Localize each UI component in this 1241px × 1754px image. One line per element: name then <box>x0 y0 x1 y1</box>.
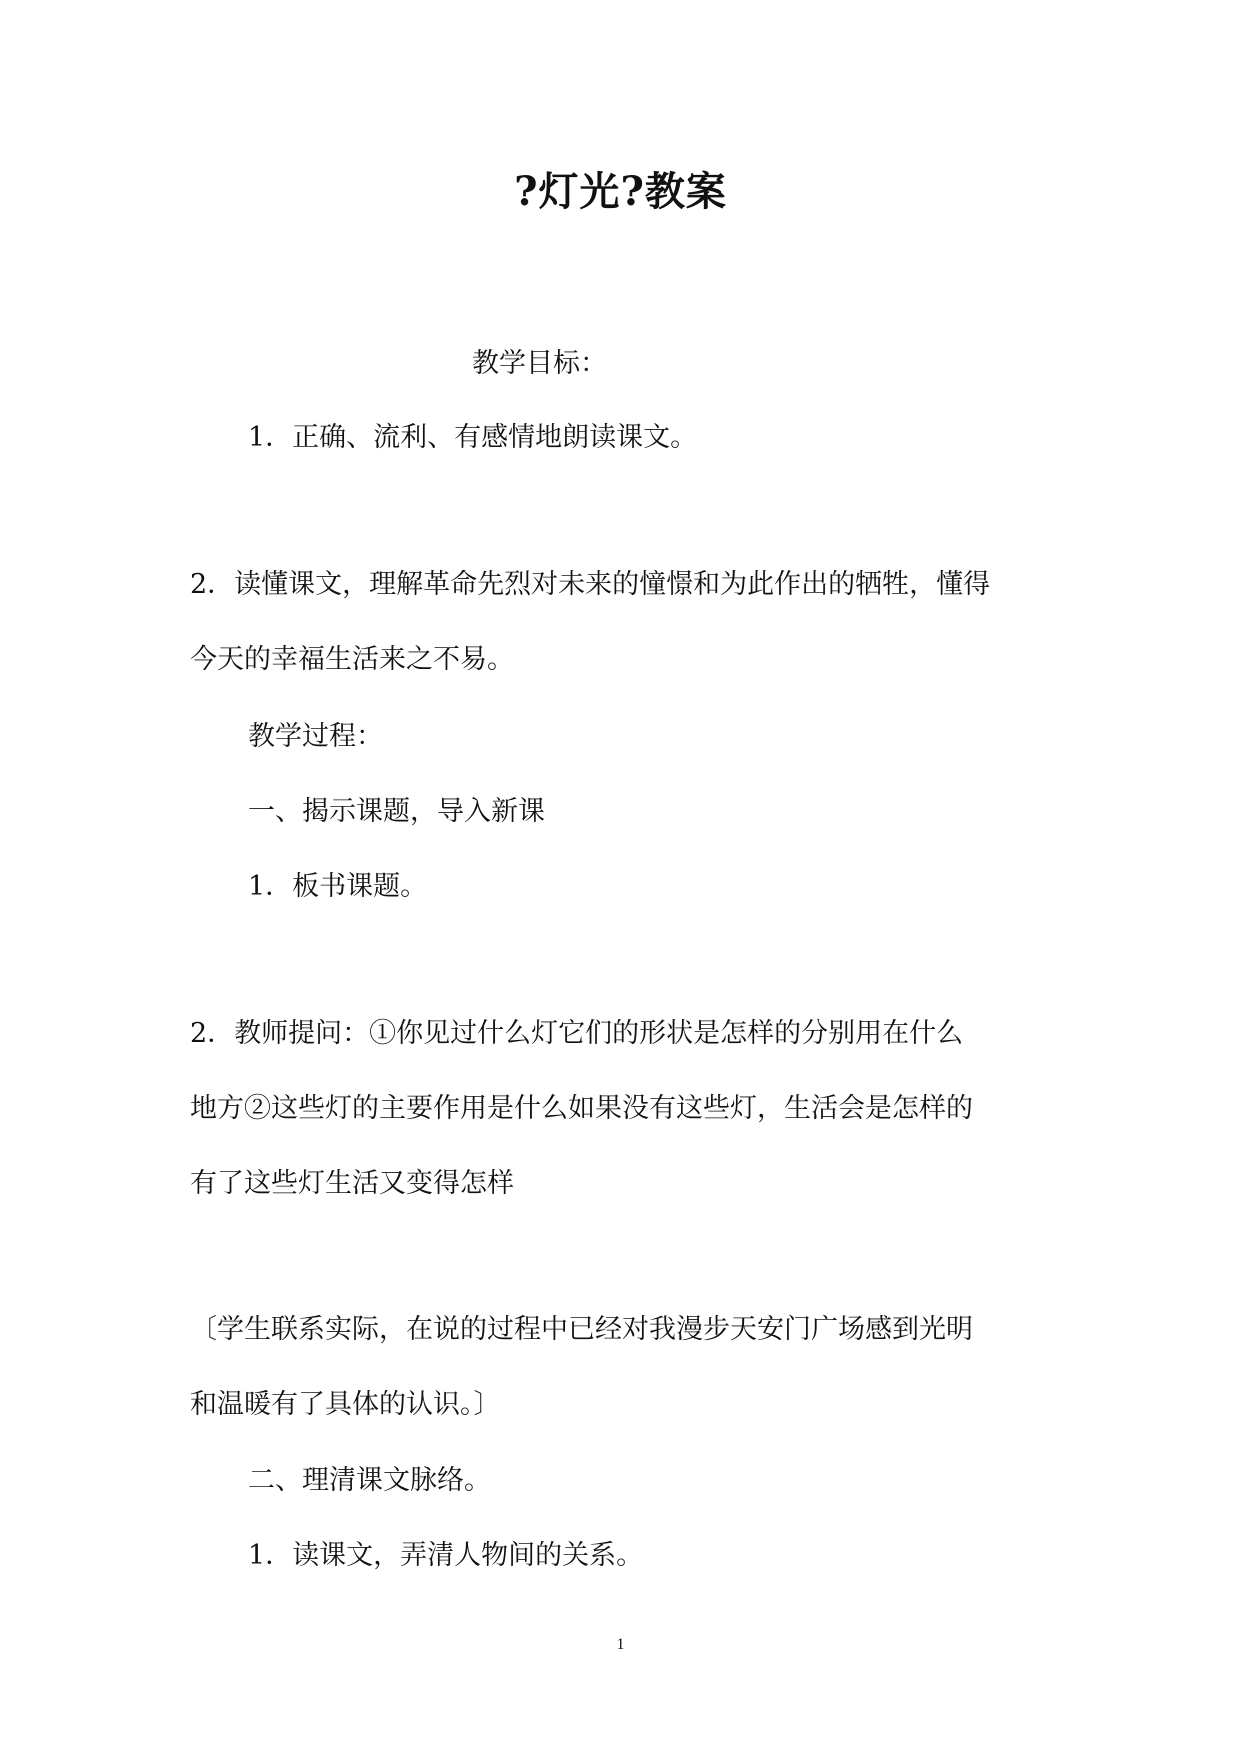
paragraph-line: 地方②这些灯的主要作用是什么如果没有这些灯，生活会是怎样的 <box>190 1093 973 1124</box>
paragraph-line: 1．板书课题。 <box>248 871 428 902</box>
section-heading: 一、揭示课题，导入新课 <box>248 796 545 827</box>
paragraph-line: 1．正确、流利、有感情地朗读课文。 <box>248 422 698 453</box>
page-number: 1 <box>616 1636 625 1653</box>
paragraph-line: 2．读懂课文，理解革命先烈对未来的憧憬和为此作出的牺牲，懂得 <box>190 569 991 600</box>
paragraph-line: 1．读课文，弄清人物间的关系。 <box>248 1540 644 1571</box>
paragraph-line: 有了这些灯生活又变得怎样 <box>190 1168 514 1199</box>
heading-teaching-process: 教学过程： <box>248 721 383 752</box>
document-title: ?灯光?教案 <box>514 168 727 215</box>
paragraph-line: 今天的幸福生活来之不易。 <box>190 644 514 675</box>
section-heading: 二、理清课文脉络。 <box>248 1465 491 1496</box>
paragraph-line: 〔学生联系实际，在说的过程中已经对我漫步天安门广场感到光明 <box>190 1314 973 1345</box>
paragraph-line: 2．教师提问：①你见过什么灯它们的形状是怎样的分别用在什么 <box>190 1018 964 1049</box>
heading-teaching-goals: 教学目标： <box>472 348 607 379</box>
paragraph-line: 和温暖有了具体的认识。〕 <box>190 1389 501 1420</box>
